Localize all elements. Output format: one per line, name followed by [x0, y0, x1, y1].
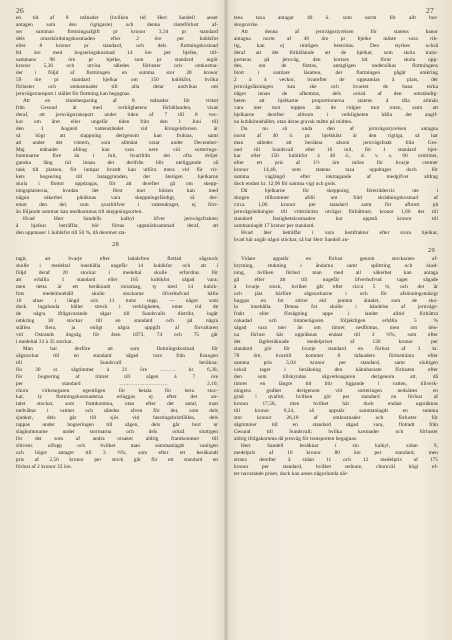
text-line: heten att bjelkarne proportionerna statens å tåla allmän: [234, 98, 438, 105]
text-line: tig, kan ej rimligen bestridas. Den styrkes också: [234, 42, 438, 49]
text-line: Då hjelkarne för skeppning företrädesvis ute i: [241, 188, 438, 195]
text-line: frakt eller försågning uppe i landet alltid förbättra: [234, 311, 438, 318]
text-line: 84 öre med bogseringskostnad 14 öre per bjelke, till-: [16, 49, 218, 56]
text-line: 2 à 4 veckor, hvarefter de uppsamlas å plats, der: [234, 77, 438, 84]
text-line: till kronor 6,24, så uppstår sammanlagdt en summa: [234, 408, 438, 415]
text-line: kar eller 150 kubikfot à 40 ö., d. v. s. 60 centimer,: [234, 153, 438, 160]
text-line: la innehålla. Denna fot skulle i händelse af jernvägs-: [234, 304, 438, 311]
page-text-top-left: [16, 15, 218, 239]
text-line: grad i qvalité, hvilken gör per standard en förlust af: [234, 394, 438, 401]
text-line: medelpris af 16 kronor 80 öre per standard, men: [234, 449, 438, 456]
text-line: deraf att det förhållande att de bjelkar, som skola trans-: [234, 49, 438, 56]
text-line: stor kronor 26,10 af omkostnader och förluster för: [234, 415, 438, 422]
text-line: blott i samlare läsatteu, der flottningen pågår omkring: [234, 70, 438, 77]
page-number-top-left: 26: [16, 6, 24, 15]
text-line: än följande sommar kan medkommas till skeppningsorten.: [16, 208, 143, 215]
page-text-top-right: [234, 15, 438, 245]
page-text-bottom-right: [234, 256, 438, 480]
text-line: kronor 5,36 och utvisa således förluster och omkostna-: [16, 63, 218, 70]
text-line: kronor 14,40, som statens taxa uppdrager doch för: [234, 167, 438, 174]
text-line: den 1 Augusti vattenståndet vid Kringelsforsen är: [16, 125, 218, 132]
text-line: förluster och omkostnader till alla delar undvikas om: [16, 84, 218, 91]
text-line: de några ifrågavarande sågar till Sundsvalls distrikt, ingår: [16, 311, 218, 318]
text-line: deraf, att jernvägstransport under tiden af 7 till 8 vec-: [16, 111, 218, 118]
text-line: Hvad åter beträffar i vara hemfrakter efter stora bjelkar,: [241, 229, 438, 236]
text-line: standard gör för hvarje standard en förlust af 3 kr.: [234, 345, 438, 352]
text-line: dock ingalunda håller streck i verkligheten, emer vid de: [16, 304, 218, 311]
text-line: ser summan flottningsafgift pr kronor 3,34 pr standard: [16, 28, 218, 35]
text-line: circa 1,06 kronor per standard samt för afbrott på: [234, 201, 438, 208]
text-line: bommarne före än i Juli, hvarifrån det ofta dröjer: [16, 153, 218, 160]
text-line: brytning, stukning i ändarna samt splittring och skad-: [234, 262, 438, 269]
text-line: hvad här angår något stöckar, så har Herr Sandell an-: [234, 236, 350, 243]
text-line: skola i flottor uppdragas, för att derefter gå om skepp-: [16, 181, 218, 188]
text-line: att erhålla 1 standard eller 165 kubikfot sågad vara;: [16, 276, 218, 283]
text-line: slitvens ulfopp och hvilket man sammanlagdt vanligen: [16, 442, 218, 449]
text-line: dock endast kr. 12,96 för samma vigt och gods.: [234, 181, 337, 188]
text-line: sammans 98 öre pr bjelke, som pr standard utgör: [16, 56, 218, 63]
text-line: nedvältar i vattnet och således afven för det, som dels: [16, 408, 218, 415]
text-line: jernvägsläsningen kan ske och hvarest de bana torka: [234, 84, 438, 91]
text-line: man således att beräkna såsom jernvägsfrakt från Ges-: [234, 139, 438, 146]
text-line: skulle i medeltal innehålla ungefär 14 kubikfot och att i: [16, 262, 218, 269]
text-line: rask till platsen, för lumpar hvardt kan utföra mera vid för vir-: [16, 167, 218, 174]
text-line: sågtimmer till en standard sågad vara, flottadt från: [234, 422, 438, 429]
text-line: sågstockar till en standard sågad vara från Ilsungen: [16, 352, 218, 359]
text-line: kor om året eller ungefär tiden från den 1 Juni till: [16, 118, 218, 125]
text-line: sammanlagdt 17 kronor per standard.: [234, 222, 315, 229]
text-line: Du nu så unda den af jernvägsstyrelsen antagna: [241, 125, 438, 132]
text-line: efter ett pris af 1½ öre miles för hvarje centner: [234, 160, 438, 167]
text-line: den uppmaser 1 kubikfot till 50 %, då deremot sta-: [16, 229, 127, 236]
text-line: ställen flera, ja enligt några uppgift af förvaltaren: [16, 325, 218, 332]
text-line: jernvägsledningen till vidsträckta utvägar förbättrast, kronor 1,60 der till: [234, 208, 438, 215]
text-line: följd deraf 20 stockar i medeltal skulle erfordras för: [16, 269, 218, 276]
text-line: timret en längre tid blir liggande i vatten, tillverk-: [234, 380, 438, 387]
text-line: der i följd af flottningen en summa stor 28 kronor: [16, 70, 218, 77]
text-line: ningsplatserna, hvadan det först mot hösten kan med: [16, 188, 218, 195]
text-line: Gesund till Sundsvall; hvilka kostnader och förluster: [234, 429, 438, 436]
text-line: dels omarkördningskostnaden efter 2 öre per kubikfot: [16, 35, 218, 42]
text-line: i medeltal 33 à 35 stockar.: [16, 339, 73, 346]
text-line: Hvad Herr Sandells kalkyl öfver jernvägsfrakten: [23, 215, 218, 222]
page-footer-number-top-left: 28: [112, 241, 119, 248]
text-line: emot den del, som qvarblifver i vattendraget, ej förr-: [16, 201, 218, 208]
text-line: à hvarje stock, hvilket går efter circa 5 ⅛, och det är: [234, 283, 438, 290]
text-line: antagna norm af 40 öre pr bjelke måste vara rik-: [234, 35, 438, 42]
text-line: 78 öre, hvartill kommer 8 månaders förlustränta efter: [234, 352, 438, 359]
text-line: eller 8 kronor pr standard, och dels flottningskostnad: [16, 42, 218, 49]
text-line: norm af 40 ö. pr. bjelkkikt är den rigtiga, så har: [234, 132, 438, 139]
text-line: en tid af 8 månader (hvilken tid Herr Sandell anser: [16, 15, 218, 21]
text-line: Man har derföre att som flottningskostnad för: [23, 345, 218, 352]
text-line: och jäst härföre sågstockarne i och för afsönningsmäsigt: [234, 290, 438, 297]
text-line: porteras på jernväg, den kortare tid förut skola upp-: [234, 56, 438, 63]
text-line: Att denna af jernvägsstyrelsen för statens banor: [241, 28, 438, 35]
text-line: för 30 st. sågtimmer à 21 öre ……… kr. 6,30,: [16, 366, 218, 373]
text-line: för bogsering af timret till sågen à 7 öre: [16, 373, 218, 380]
text-line: samma pris 5,04 kronor per standard, samt slutligen: [234, 359, 438, 366]
text-line: huggas en fot större eld jemma äntalet, som de sko-: [234, 297, 438, 304]
text-line: kronor 17,50, men hvilket här dock endast uppräknas: [234, 401, 438, 408]
text-line: ter nuvarande priser, dock kan anses någorlunda när-: [234, 470, 349, 477]
text-line: 10 alnar i längd och 11 tums topp, — något som: [16, 297, 218, 304]
text-line: någon säkerhet påräknas vara skeppningsfärdigt, så der-: [16, 194, 218, 201]
text-line: samma väglängd efter inkttagande af medgifvet afdrag: [234, 174, 438, 181]
text-line: aldrig ifrågakomma då jernväg för transporten begagnas.: [234, 435, 358, 442]
text-line: antagen som den rigtigaste) och denna räntefőrlust af-: [16, 21, 218, 28]
text-line: till Sundsvall beräkna:: [16, 359, 218, 366]
text-line: des, om de flottas, antagligen undersökas flottningens: [234, 63, 438, 70]
text-line: kets bogsering till bataggrunden, der återigen hjelkarne: [16, 174, 218, 181]
text-line: fots medelinnehåll skulle stockarne öfverhufvud hålla: [16, 290, 218, 297]
text-line: det lägtberäknade medelpriset af 126 kronor per: [234, 339, 438, 346]
text-line: så högt att slappning derigenom kan fruktas, samt: [16, 132, 218, 139]
book-gutter: [224, 0, 228, 640]
text-line: und till Sundsvall eller 16 mil, för 1 standard bjel-: [234, 146, 438, 153]
text-line: omkring 30 stockar till en standard och på några: [16, 318, 218, 325]
text-line: ning, hvilken förlust man med all säkerhet kan antaga: [234, 269, 438, 276]
text-line: förlust af 2 kronor 33 öre.: [16, 463, 73, 470]
text-line: cokadad och timmerägaren följaktligen erhålla 5 %: [234, 318, 438, 325]
text-line: och högst antager till 3 ⅔%, som efter ett beräkandt: [16, 449, 218, 456]
text-line: bjelkarne derefter alltsom i verkligheten hålla det angif-: [234, 111, 438, 118]
text-line: na kubikinnehållet, utan deras gravsk måtte på midten.: [234, 118, 353, 125]
text-line: tappas under bogseringen till sågen, dels går bort ur: [16, 422, 218, 429]
text-line: tagit, att hvarje efter ladalsfren flottad sågstock: [16, 256, 218, 262]
text-line: sjunker, dels går till sjös vid fasstingsbristfällen, dels: [16, 415, 218, 422]
text-line: stranx derefter å sidan 11 och 12 medelpris af 175: [234, 456, 438, 463]
text-line: 59 öre pr standard hjelkar om 150 kubikfot, hvilka: [16, 77, 218, 84]
text-line: något innan de afhemtas, dels också af den omständig-: [234, 91, 438, 98]
text-line: jernvägstransport i stället för flottning kan begagnas.: [16, 91, 131, 98]
text-line: Maj månader afdrag kan vara nere vid sorterings-: [16, 146, 218, 153]
text-line: slagbommarne under stormarna och dels också sluttigen: [16, 429, 218, 436]
text-line: skogsvirke.: [234, 21, 259, 28]
text-line: churu virkesegaren egentligen för betala för hera stoc-: [16, 387, 218, 394]
text-line: men detta är ett beräknadt missmag, ty med 14 kubik-: [16, 283, 218, 290]
text-line: kar, ty flottningskostnaderna erläggas ej efter det an-: [16, 394, 218, 401]
text-line: den som tillskyndas sågverksagaren derigenom att, då: [234, 373, 438, 380]
text-line: Herr Sandell beräknar i sin kalkyl, sidan 9,: [241, 442, 438, 449]
text-line: sågad vara mer än om timret nedflottas, men om den-: [234, 325, 438, 332]
page-footer-number-top-right: 29: [428, 247, 435, 254]
page-text-bottom-left: [16, 256, 218, 478]
text-line: talet stockar, som framkomma, utan efter det antal, man: [16, 401, 218, 408]
text-line: kronor per standard, hvilket sednare, churuväl högt ef-: [234, 463, 438, 470]
text-line: ningens godhet derigenom vid sorteringen nedsättes en: [234, 387, 438, 394]
text-line: ganska lång tid innan det derifrån blir uteliggande så: [16, 160, 218, 167]
text-line: för det som af andra orsaker aldrig framkommer till: [16, 435, 218, 442]
text-line: vara mer mot toppen än de vidgne mot roten, samt att: [234, 104, 438, 111]
text-line: att under det vintern, som allmänt varar under December-: [16, 139, 218, 146]
text-line: standard fastighetskostnaden har uppstå kronor till: [234, 215, 438, 222]
text-line: pris af 2,50 kronor per stock går för ett standard en: [16, 456, 218, 463]
text-line: å hjelkar beträffar, bör förtas uppmärksammad deraf, att: [16, 222, 218, 229]
text-line: vid Östrands ångsåg för åren 1873, 74 och 75 går: [16, 332, 218, 339]
text-line: gå efter ått till ungefär öfverhufvud taget sågade: [234, 276, 438, 283]
text-line: na förlust här uppräknas endast till 3 ⅔%, som efter: [234, 332, 438, 339]
text-line: också tager i beräkning den kännbaraste förlusten efter: [234, 366, 438, 373]
text-line: Vidare uppstår en förlust genom stockarnes af-: [241, 256, 438, 262]
text-line: per standard ……………………… 2,10,: [16, 380, 218, 387]
text-line: skogen tillkommer afdil om fråd skrädningskostnad af: [234, 194, 438, 201]
text-line: Att en räntebesparing af 8 månader för virket: [23, 98, 218, 105]
page-number-top-right: 27: [426, 6, 434, 15]
text-line: tens taxa antagar 40 ö. som norm för allt bor-: [234, 15, 438, 21]
text-line: från Gesund år med verklighetens förhållanden, visas: [16, 104, 218, 111]
